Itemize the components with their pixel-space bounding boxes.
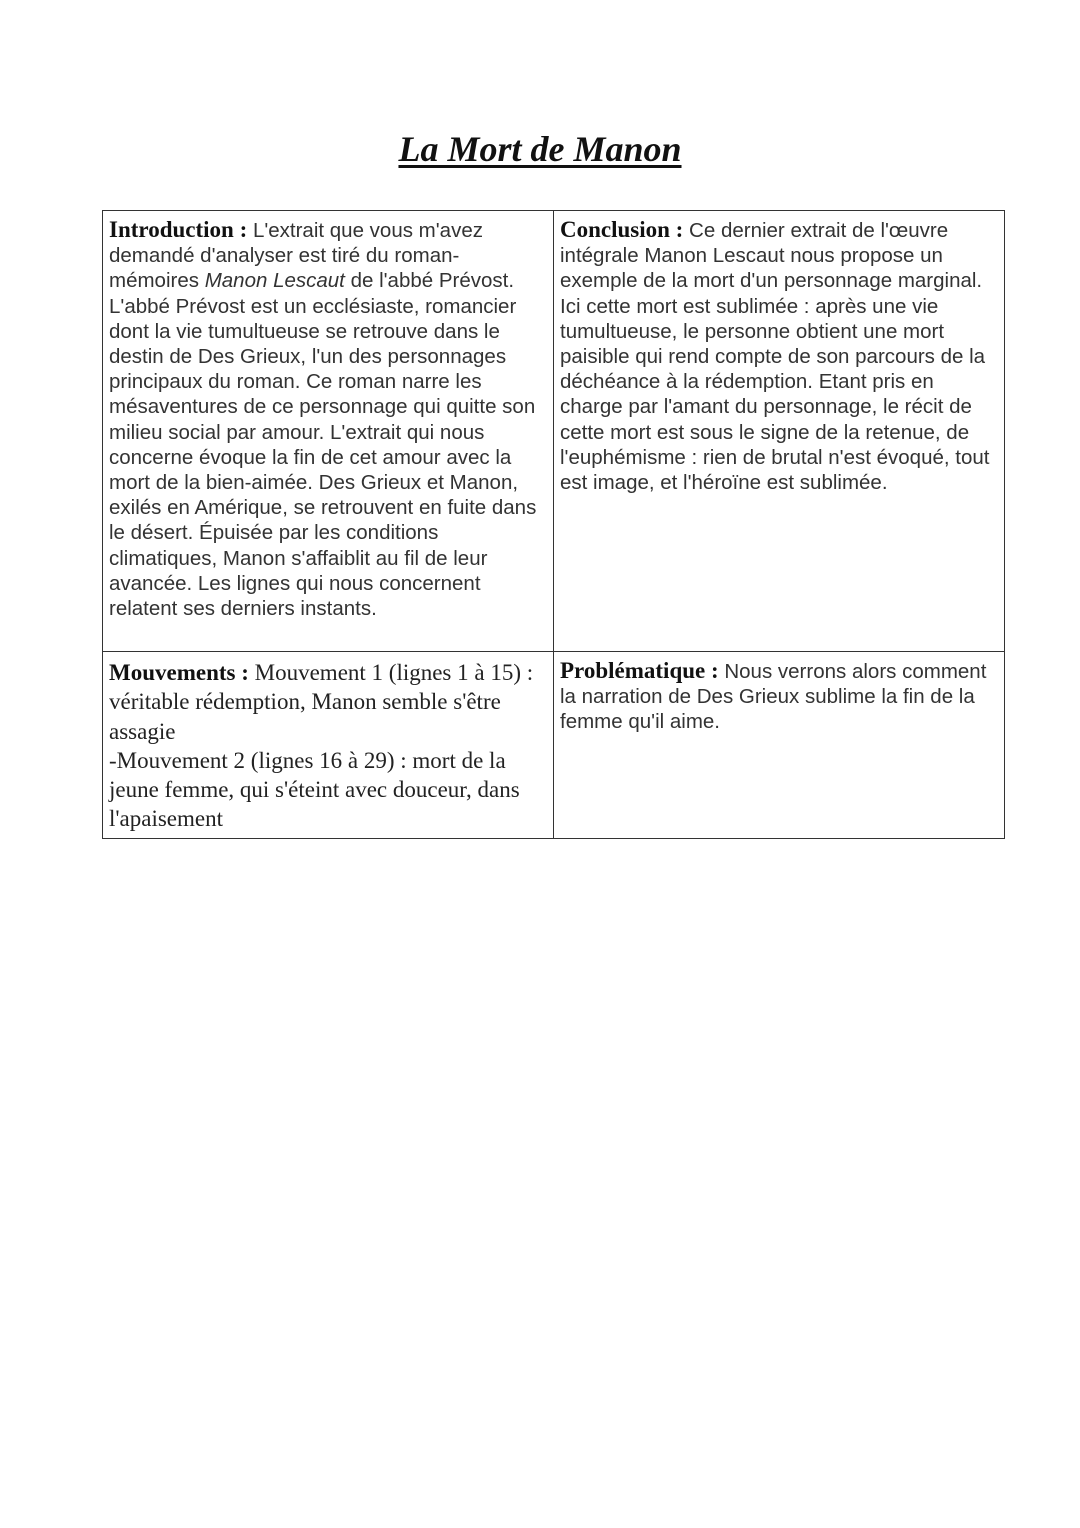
mouvement-1-text: Mouvement 1 (lignes 1 à 15) : véritable rédemption, Manon semble s'être assagie (109, 660, 534, 744)
document-title (0, 128, 1080, 170)
introduction-heading: Introduction : (109, 217, 248, 242)
mouvements-heading: Mouvements : (109, 660, 249, 685)
problematique-paragraph (560, 658, 998, 735)
table-row (103, 652, 1005, 839)
conclusion-heading: Conclusion : (560, 217, 684, 242)
mouvement-1 (109, 658, 547, 746)
table-row (103, 211, 1005, 652)
mouvements-cell (103, 652, 554, 839)
conclusion-paragraph (560, 217, 998, 495)
mouvement-2-text: -Mouvement 2 (lignes 16 à 29) : mort de la jeune femme, qui s'éteint avec douceur, dans l'apaisement (109, 747, 520, 832)
analysis-table (102, 210, 1005, 839)
problematique-heading: Problématique : (560, 658, 719, 683)
document-title-text: La Mort de Manon (398, 129, 682, 169)
introduction-cell (103, 211, 554, 652)
problematique-cell (554, 652, 1005, 839)
problematique-text: Nous verrons alors comment la narration de Des Grieux sublime la fin de la femme qu'il aime. (560, 660, 987, 734)
mouvements-paragraph (109, 658, 547, 834)
conclusion-cell (554, 211, 1005, 652)
introduction-text-after: de l'abbé Prévost. L'abbé Prévost est un ecclésiaste, romancier dont la vie tumultueuse se retrouve dans le destin de Des Grieux, l'un des personnages principaux du roman. Ce roman narre les mésaventures de ce personnage qui quitte son milieu social par amour. L'extrait qui nous concerne évoque la fin de cet amour avec la mort de la bien-aimée. Des Grieux et Manon, exilés en Amérique, se retrouvent en fuite dans le désert. Épuisée par les conditions climatiques, Manon s'affaiblit au fil de leur avancée. Les lignes qui nous concernent relatent ses derniers instants. (109, 269, 537, 621)
introduction-paragraph (109, 217, 547, 621)
introduction-book-title: Manon Lescaut (204, 269, 345, 293)
conclusion-text: Ce dernier extrait de l'œuvre intégrale Manon Lescaut nous propose un exemple de la mort d'un personnage marginal. Ici cette mort est sublimée : après une vie tumultueuse, le personne obtient une mort paisible qui rend compte de son parcours de la déchéance à la rédemption. Etant pris en charge par l'amant du personnage, le récit de cette mort est sous le signe de la retenue, de l'euphémisme : rien de brutal n'est évoqué, tout est image, et l'héroïne est sublimée. (560, 219, 990, 495)
introduction-text-before: L'extrait que vous m'avez demandé d'analyser est tiré du roman-mémoires (109, 219, 483, 293)
